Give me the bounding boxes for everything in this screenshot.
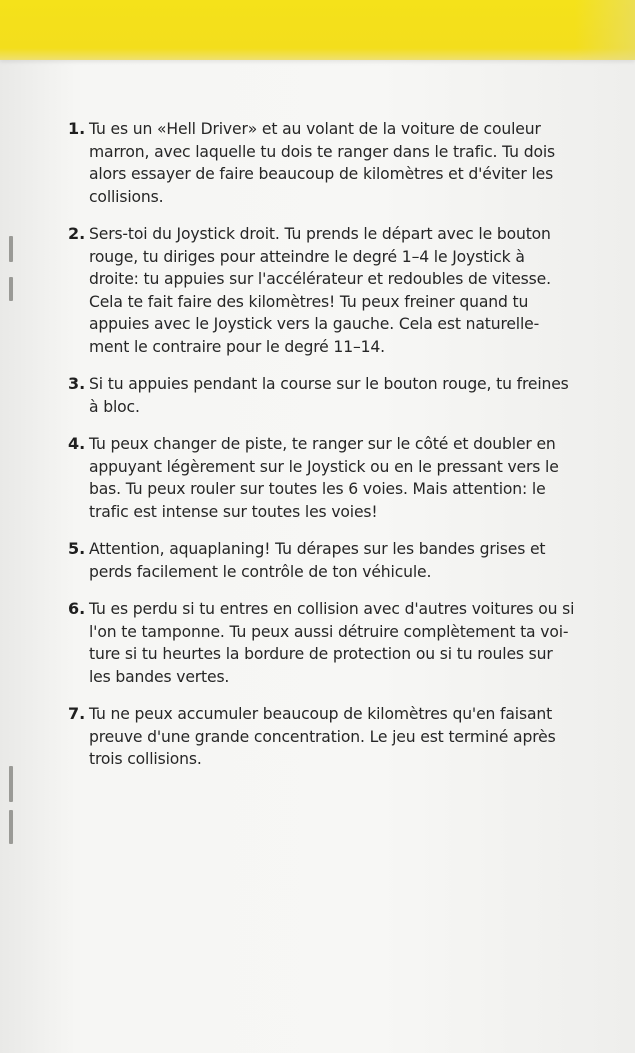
step-text bbox=[89, 118, 588, 208]
step-7 bbox=[68, 703, 588, 771]
step-number: 3. bbox=[68, 374, 86, 393]
step-line: perds facilement le contrôle de ton véhicule. bbox=[89, 562, 432, 581]
step-5 bbox=[68, 538, 588, 583]
step-number: 2. bbox=[68, 224, 86, 243]
step-number: 4. bbox=[68, 434, 86, 453]
step-line: Tu es un «Hell Driver» et au volant de la voiture de couleur bbox=[89, 120, 541, 138]
step-text bbox=[89, 538, 588, 583]
step-line: trafic est intense sur toutes les voies! bbox=[89, 502, 378, 521]
step-line: l'on te tamponne. Tu peux aussi détruire complètement ta voi- bbox=[89, 622, 569, 641]
step-4 bbox=[68, 433, 588, 523]
step-line: ment le contraire pour le degré 11–14. bbox=[89, 337, 385, 356]
step-6 bbox=[68, 598, 588, 688]
step-text bbox=[89, 223, 588, 358]
step-line: Cela te fait faire des kilomètres! Tu peux freiner quand tu bbox=[89, 292, 529, 311]
instructions-list bbox=[68, 118, 588, 771]
step-number: 6. bbox=[68, 599, 86, 618]
yellow-header-band bbox=[0, 0, 635, 60]
step-line: Tu ne peux accumuler beaucoup de kilomètres qu'en faisant bbox=[89, 705, 553, 723]
step-line: à bloc. bbox=[89, 397, 140, 416]
step-line: trois collisions. bbox=[89, 750, 202, 768]
step-number: 5. bbox=[68, 539, 86, 558]
step-line: Attention, aquaplaning! Tu dérapes sur les bandes grises et bbox=[89, 540, 546, 558]
step-line: appuyant légèrement sur le Joystick ou en le pressant vers le bbox=[89, 457, 559, 476]
margin-mark-upper-2 bbox=[9, 277, 13, 301]
step-line: Si tu appuies pendant la course sur le bouton rouge, tu freines bbox=[89, 375, 569, 393]
step-number: 1. bbox=[68, 119, 86, 138]
step-line: Tu peux changer de piste, te ranger sur le côté et doubler en bbox=[89, 435, 556, 453]
margin-mark-lower-1 bbox=[9, 766, 13, 802]
step-line: ture si tu heurtes la bordure de protection ou si tu roules sur bbox=[89, 645, 553, 663]
step-1 bbox=[68, 118, 588, 208]
step-2 bbox=[68, 223, 588, 358]
step-text bbox=[89, 433, 588, 523]
step-line: preuve d'une grande concentration. Le jeu est terminé après bbox=[89, 727, 556, 746]
step-line: rouge, tu diriges pour atteindre le degré 1–4 le Joystick à bbox=[89, 247, 525, 266]
step-line: Sers-toi du Joystick droit. Tu prends le départ avec le bouton bbox=[89, 225, 551, 243]
step-line: les bandes vertes. bbox=[89, 667, 230, 686]
step-line: bas. Tu peux rouler sur toutes les 6 voies. Mais attention: le bbox=[89, 480, 546, 498]
step-line: droite: tu appuies sur l'accélérateur et redoubles de vitesse. bbox=[89, 270, 551, 288]
step-line: appuies avec le Joystick vers la gauche. Cela est naturelle- bbox=[89, 315, 540, 333]
step-number: 7. bbox=[68, 704, 86, 723]
step-line: Tu es perdu si tu entres en collision avec d'autres voitures ou si bbox=[89, 600, 575, 618]
step-text bbox=[89, 598, 588, 688]
step-line: marron, avec laquelle tu dois te ranger dans le trafic. Tu dois bbox=[89, 142, 555, 161]
margin-mark-upper-1 bbox=[9, 236, 13, 262]
step-line: alors essayer de faire beaucoup de kilomètres et d'éviter les bbox=[89, 165, 554, 183]
step-text bbox=[89, 703, 588, 771]
step-3 bbox=[68, 373, 588, 418]
margin-mark-lower-2 bbox=[9, 810, 13, 844]
step-line: collisions. bbox=[89, 187, 164, 206]
step-text bbox=[89, 373, 588, 418]
